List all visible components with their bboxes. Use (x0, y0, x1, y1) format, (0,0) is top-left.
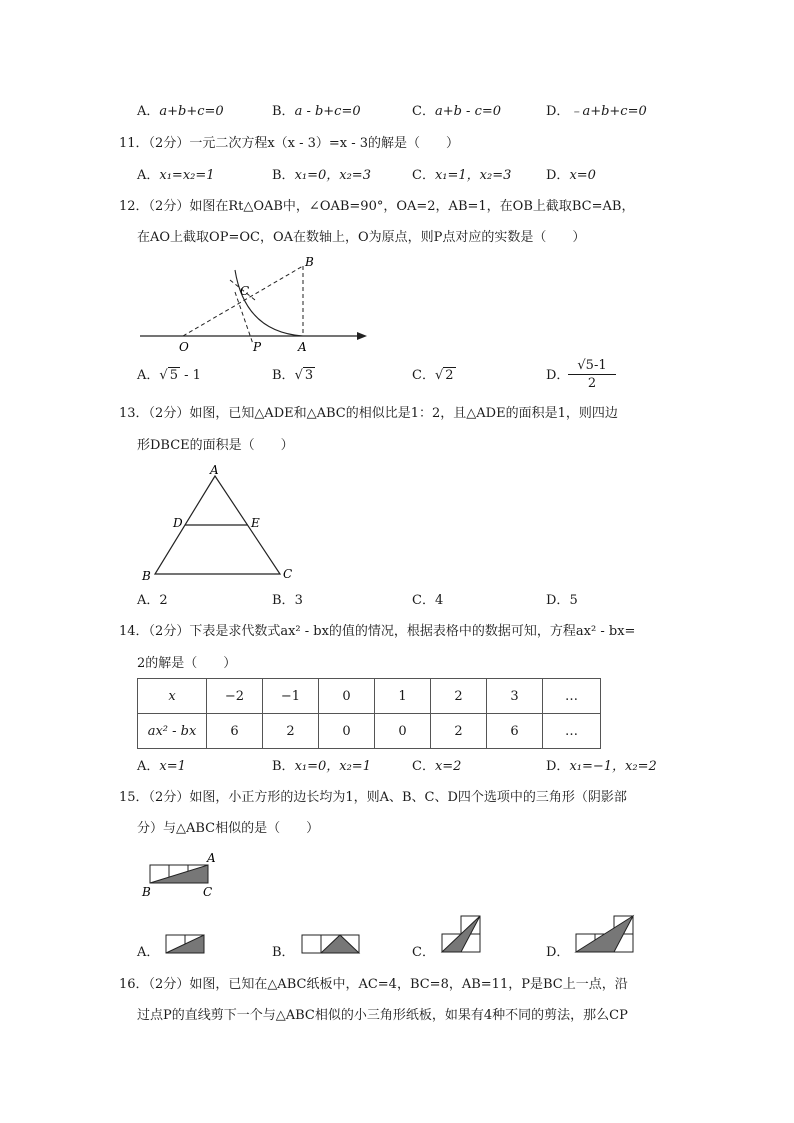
q14-option-c: C．x=2 (412, 759, 462, 774)
table-cell: 3 (487, 679, 543, 714)
table-cell: 6 (487, 714, 543, 749)
q12-stem-line1: 12．（2分）如图在Rt△OAB中，∠OAB=90°，OA=2，AB=1，在OB上截取BC=AB， (119, 199, 635, 214)
q11-option-c: C．x₁=1，x₂=3 (412, 168, 512, 183)
q14-stem-line2: 2的解是（ ） (137, 656, 237, 671)
table-cell: 0 (375, 714, 431, 749)
q10-option-a: A．a+b+c=0 (137, 104, 224, 119)
q15-option-d-figure (574, 913, 638, 957)
label-b: B (142, 569, 151, 583)
q12-option-d: D． (546, 368, 570, 383)
q13-stem-line1: 13．（2分）如图，已知△ADE和△ABC的相似比是1：2，且△ADE的面积是1，则四边 (119, 406, 618, 421)
table-row (138, 714, 601, 749)
q15-reference-figure (138, 848, 224, 900)
q15-option-c-figure (440, 913, 486, 957)
label-b: B (305, 255, 314, 269)
q11-option-a: A．x₁=x₂=1 (137, 168, 215, 183)
table-cell: 1 (375, 679, 431, 714)
q11-option-d: D．x=0 (546, 168, 596, 183)
q13-option-c: C．4 (412, 593, 444, 608)
q12-figure (135, 252, 375, 356)
q15-option-a-figure (164, 933, 208, 957)
table-cell: 2 (431, 679, 487, 714)
q12-stem-line2: 在AO上截取OP=OC，OA在数轴上，O为原点，则P点对应的实数是（ ） (137, 230, 586, 245)
q12-option-b: B．√ 3 (272, 368, 314, 383)
q13-figure (138, 460, 298, 584)
q15-option-b-label: B． (272, 945, 295, 960)
q15-option-c-label: C． (412, 945, 435, 960)
q15-stem-line1: 15．（2分）如图，小正方形的边长均为1，则A、B、C、D四个选项中的三角形（阴影部 (119, 790, 627, 805)
label-o: O (179, 340, 189, 354)
label-c: C (283, 567, 293, 581)
q13-stem-line2: 形DBCE的面积是（ ） (137, 438, 294, 453)
q14-table (137, 678, 601, 749)
number-line-arrow (357, 332, 367, 340)
table-cell: −1 (263, 679, 319, 714)
q14-option-d: D．x₁=−1，x₂=2 (546, 759, 657, 774)
label-e: E (251, 516, 260, 530)
q15-option-a-label: A． (137, 945, 160, 960)
q12-option-a: A．√ 5 - 1 (137, 368, 201, 383)
q13-option-a: A．2 (137, 593, 168, 608)
table-cell: 0 (319, 679, 375, 714)
segment-ob (183, 266, 303, 336)
q13-option-b: B．3 (272, 593, 303, 608)
table-cell: 2 (431, 714, 487, 749)
label-a: A (210, 463, 219, 477)
fraction-denominator: 2 (587, 376, 597, 391)
q10-option-d: D．﹣a+b+c=0 (546, 104, 647, 119)
table-cell: 2 (263, 714, 319, 749)
q16-stem-line2: 过点P的直线剪下一个与△ABC相似的小三角形纸板，如果有4种不同的剪法，那么CP (137, 1008, 628, 1023)
q16-stem-line1: 16．（2分）如图，已知在△ABC纸板中，AC=4，BC=8，AB=11，P是BC上一点，沿 (119, 977, 628, 992)
label-c: C (240, 284, 250, 298)
label-c: C (203, 885, 213, 899)
q11-stem: 11．（2分）一元二次方程x（x - 3）=x - 3的解是（ ） (119, 136, 460, 151)
label-p: P (253, 340, 262, 354)
fraction-numerator: √5-1 (568, 357, 616, 375)
table-cell: 0 (319, 714, 375, 749)
q14-stem-line1: 14．（2分）下表是求代数式ax² - bx的值的情况，根据表格中的数据可知，方程ax² - bx= (119, 624, 636, 639)
label-d: D (173, 516, 183, 530)
q11-option-b: B．x₁=0，x₂=3 (272, 168, 371, 183)
label-a: A (298, 340, 307, 354)
shaded-triangle (321, 935, 359, 953)
q10-option-b: B．a - b+c=0 (272, 104, 361, 119)
table-row (138, 679, 601, 714)
q12-option-c: C．√ 2 (412, 368, 454, 383)
q15-option-d-label: D． (546, 945, 570, 960)
label-b: B (142, 885, 151, 899)
q13-option-d: D．5 (546, 593, 578, 608)
table-cell: −2 (207, 679, 263, 714)
label-a: A (207, 851, 216, 865)
table-cell: … (543, 679, 601, 714)
table-cell: ax² - bx (138, 714, 207, 749)
q14-option-b: B．x₁=0，x₂=1 (272, 759, 371, 774)
q12-option-d-fraction (568, 357, 616, 392)
table-cell: … (543, 714, 601, 749)
q15-stem-line2: 分）与△ABC相似的是（ ） (137, 821, 320, 836)
arc-bc (235, 270, 303, 336)
table-cell: 6 (207, 714, 263, 749)
q14-option-a: A．x=1 (137, 759, 186, 774)
table-cell: x (138, 679, 207, 714)
triangle-abc-shaded (150, 865, 208, 883)
q15-option-b-figure (300, 933, 362, 957)
q10-option-c: C．a+b - c=0 (412, 104, 502, 119)
